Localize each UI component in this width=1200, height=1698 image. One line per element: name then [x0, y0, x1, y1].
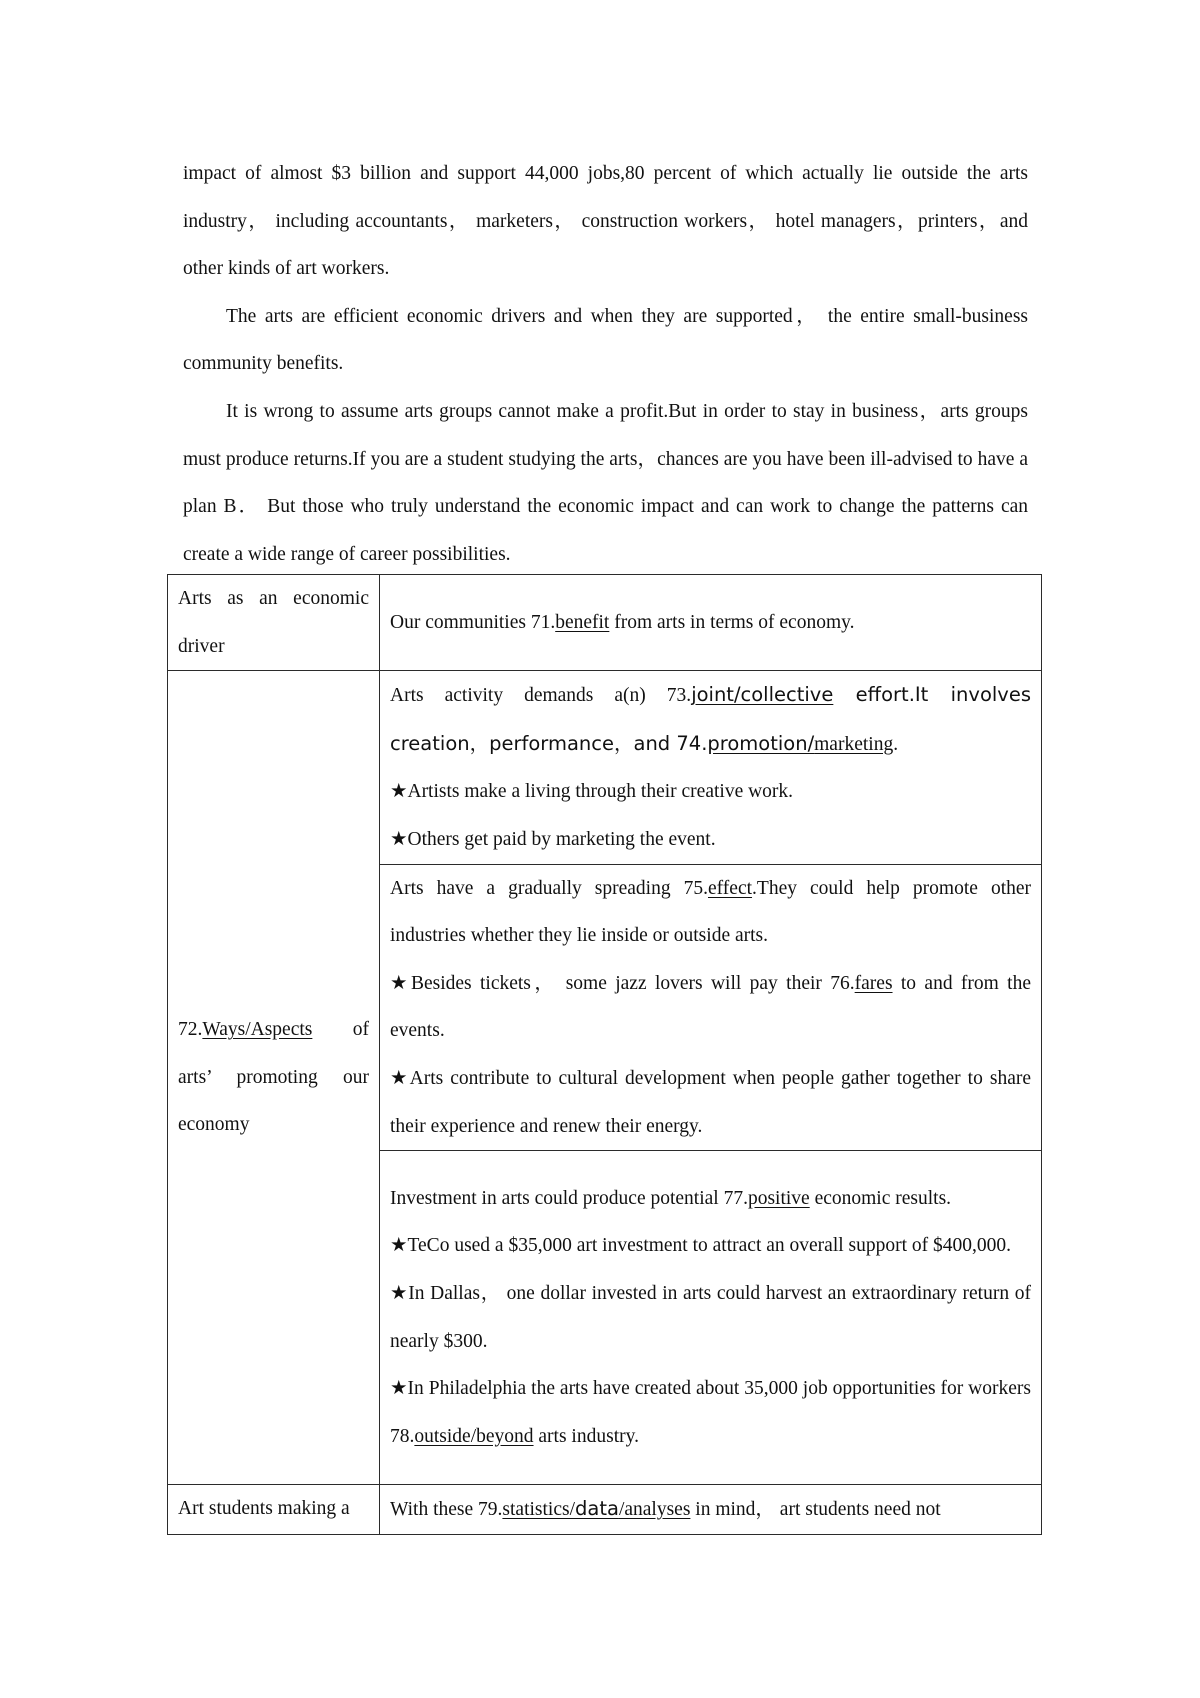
- content-text: Arts activity demands a(n) 73.: [390, 685, 692, 707]
- intro-text: [183, 150, 1028, 578]
- content-text: With these 79.: [390, 1499, 503, 1521]
- summary-table: [167, 574, 1042, 1535]
- bullet-item: ★Artists make a living through their creative work.: [390, 781, 794, 803]
- intro-paragraph-3: It is wrong to assume arts groups cannot make a profit.But in order to stay in business，arts groups must produce returns.If you are a student studying the arts，chances are you have been ill-advised to have a plan B． But those who truly understand the economic impact and can work to change the patterns can create a wide range of career possibilities.: [183, 400, 1028, 565]
- intro-paragraph-2: The arts are efficient economic drivers and when they are supported， the entire small-business community benefits.: [183, 305, 1028, 375]
- row-content-economic-driver: [380, 575, 1042, 671]
- content-block-spreading-effect: [380, 864, 1042, 1151]
- content-text: to and from the events.: [390, 972, 1032, 1042]
- content-text: arts industry.: [533, 1425, 639, 1447]
- row-content-art-students: [380, 1485, 1042, 1535]
- table-row: [168, 1485, 1042, 1535]
- content-text: Arts have a gradually spreading 75.: [390, 877, 708, 899]
- bullet-item: [390, 960, 1031, 1055]
- answer-78: outside/beyond: [414, 1425, 534, 1447]
- content-text: ★In Philadelphia the arts have created about 35,000 job opportunities for workers 78.: [390, 1378, 1031, 1447]
- content-block-joint-effort: [380, 671, 1042, 864]
- content-line: [390, 1175, 1031, 1223]
- content-line: [390, 865, 1031, 960]
- bullet-item: ★In Dallas， one dollar invested in arts could harvest an extraordinary return of nearly $300.: [390, 1283, 1031, 1352]
- bullet-item: ★TeCo used a $35,000 art investment to attract an overall support of $400,000.: [390, 1235, 1012, 1257]
- table-row: [168, 575, 1042, 671]
- content-text: .They could help promote other industries whether they lie inside or outside arts.: [390, 877, 1032, 947]
- answer-79-part-c: /analyses: [618, 1499, 691, 1521]
- row-heading-text: Art students making a: [178, 1498, 350, 1520]
- table-row: [168, 671, 1042, 864]
- row-heading-text: of arts’ promoting our economy: [178, 1019, 369, 1136]
- row-heading-economic-driver: [168, 575, 380, 671]
- content-text: in mind， art students need not: [690, 1499, 941, 1521]
- question-number: 72.: [178, 1019, 203, 1041]
- bullet-item: ★Others get paid by marketing the event.: [390, 828, 716, 850]
- row-heading-text: Arts as an economic driver: [178, 588, 369, 657]
- answer-77: positive: [747, 1187, 810, 1209]
- bullet-item: [390, 1365, 1031, 1460]
- answer-75: effect: [708, 877, 753, 899]
- answer-74-part-b: marketing: [814, 733, 894, 755]
- content-text: Our communities 71.: [390, 611, 556, 633]
- content-text: Investment in arts could produce potential 77.: [390, 1187, 748, 1209]
- answer-76: fares: [854, 972, 893, 994]
- content-line: [390, 1485, 1031, 1534]
- content-line: [390, 671, 1031, 768]
- content-text: ★Besides tickets， some jazz lovers will pay their 76.: [390, 972, 855, 994]
- content-text: effort.It involves creation，performance，and 74.: [390, 683, 1031, 755]
- row-heading-art-students: [168, 1485, 380, 1535]
- answer-71: benefit: [555, 611, 610, 633]
- answer-79-part-a: statistics/: [502, 1499, 575, 1521]
- answer-79-part-b: data: [575, 1497, 619, 1521]
- answer-74-part-a: promotion/: [707, 731, 815, 755]
- row-heading-ways-aspects: [168, 671, 380, 1485]
- bullet-item: ★Arts contribute to cultural development when people gather together to share their experience and renew their energy.: [390, 1067, 1031, 1137]
- content-text: .: [893, 733, 899, 755]
- content-text: economic results.: [809, 1187, 952, 1209]
- content-line: [390, 599, 1031, 647]
- answer-73: joint/collective: [691, 683, 834, 707]
- answer-72: Ways/Aspects: [202, 1019, 313, 1041]
- content-text: from arts in terms of economy.: [609, 611, 855, 633]
- content-block-investment: [380, 1151, 1042, 1485]
- intro-paragraph-1: impact of almost $3 billion and support 44,000 jobs,80 percent of which actually lie outside the arts industry， including accountants， marketers， construction workers， hotel managers，printers，and other kinds of art workers.: [183, 163, 1028, 280]
